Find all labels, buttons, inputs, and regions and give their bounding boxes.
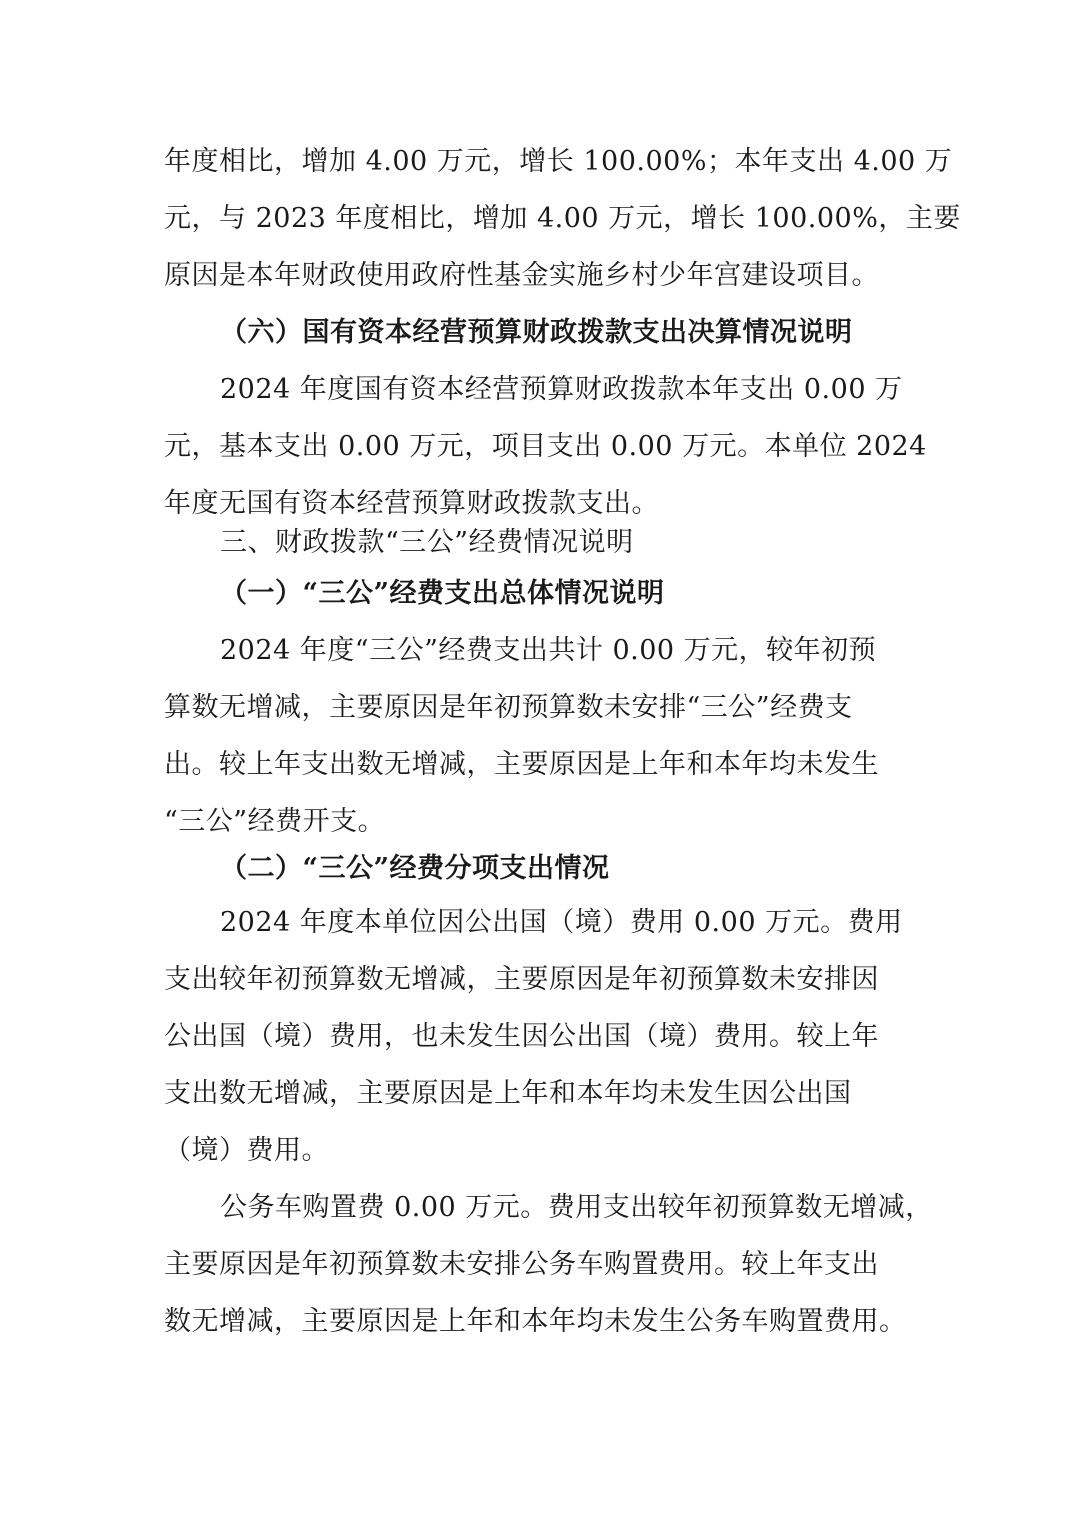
body-text-line: 算数无增减，主要原因是年初预算数未安排“三公”经费支 <box>164 692 853 723</box>
body-text-line: 支出数无增减，主要原因是上年和本年均未发生因公出国 <box>164 1078 852 1109</box>
body-text-line: 数无增减，主要原因是上年和本年均未发生公务车购置费用。 <box>164 1306 907 1337</box>
chapter-heading: 三、财政拨款“三公”经费情况说明 <box>220 527 634 558</box>
body-text-line: 原因是本年财政使用政府性基金实施乡村少年宫建设项目。 <box>164 260 879 291</box>
body-text-line: 主要原因是年初预算数未安排公务车购置费用。较上年支出 <box>164 1249 879 1280</box>
body-text-line: 2024 年度国有资本经营预算财政拨款本年支出 0.00 万 <box>220 374 903 405</box>
body-text-line: 公务车购置费 0.00 万元。费用支出较年初预算数无增减， <box>220 1192 933 1223</box>
body-text-line: 年度无国有资本经营预算财政拨款支出。 <box>164 488 659 519</box>
body-text-line: “三公”经费开支。 <box>164 806 386 837</box>
body-text-line: 出。较上年支出数无增减，主要原因是上年和本年均未发生 <box>164 749 879 780</box>
body-text-line: （境）费用。 <box>164 1135 329 1166</box>
section-heading: （二）“三公”经费分项支出情况 <box>220 853 610 884</box>
body-text-line: 年度相比，增加 4.00 万元，增长 100.00%；本年支出 4.00 万 <box>164 146 953 177</box>
body-text-line: 2024 年度“三公”经费支出共计 0.00 万元，较年初预 <box>220 635 877 666</box>
body-text-line: 支出较年初预算数无增减，主要原因是年初预算数未安排因 <box>164 964 879 995</box>
body-text-line: 2024 年度本单位因公出国（境）费用 0.00 万元。费用 <box>220 907 903 938</box>
body-text-line: 元，与 2023 年度相比，增加 4.00 万元，增长 100.00%，主要 <box>164 203 961 234</box>
body-text-line: 公出国（境）费用，也未发生因公出国（境）费用。较上年 <box>164 1021 879 1052</box>
section-heading: （一）“三公”经费支出总体情况说明 <box>220 578 665 609</box>
section-heading: （六）国有资本经营预算财政拨款支出决算情况说明 <box>220 317 853 348</box>
body-text-line: 元，基本支出 0.00 万元，项目支出 0.00 万元。本单位 2024 <box>164 431 927 462</box>
